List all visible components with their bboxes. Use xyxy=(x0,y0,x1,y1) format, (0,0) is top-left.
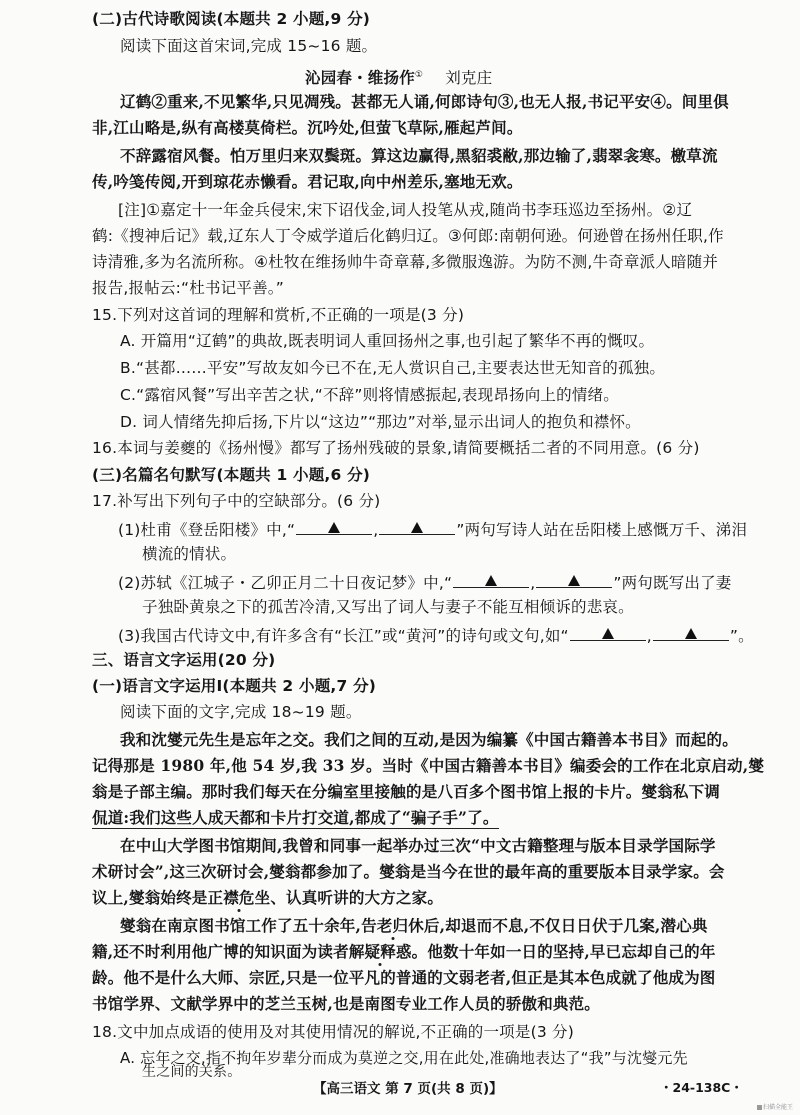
passage-line: 术研讨会”,这三次研讨会,燮翁都参加了。燮翁是当今在世的最年高的重要版本目录学家。会 xyxy=(92,862,725,881)
passage-line xyxy=(120,916,708,936)
item-2-text: (2)苏轼《江城子・乙卯正月二十日夜记梦》中,“ xyxy=(118,574,453,592)
passage-text: 后,却退而不息,不仅日日伏于几案,潜心典 xyxy=(423,916,708,935)
passage-text: 。他数十年如一日的坚持,早已忘却自己的年 xyxy=(411,942,716,961)
poem-note: 报告,报帖云:“杜书记平善。” xyxy=(92,279,284,297)
triangle-marker-icon xyxy=(568,575,580,586)
scanner-watermark xyxy=(757,1102,793,1111)
item-3-text-tail: ”。 xyxy=(729,627,754,645)
question-18-option-a: A. 忘年之交,指不拘年岁辈分而成为莫逆之交,用在此处,准确地表达了“我”与沈燮元先 xyxy=(120,1049,688,1067)
answer-blank[interactable] xyxy=(296,518,372,535)
passage-line: 龄。他不是什么大师、宗匠,只是一位平凡的普通的文弱老者,但正是其本色成就了他成为图 xyxy=(92,968,716,987)
poem-line: 辽鹤②重来,不见繁华,只见凋残。甚都无人诵,何郎诗句③,也无人报,书记平安④。间里俱 xyxy=(120,92,729,111)
poem-title-note: ① xyxy=(414,70,424,80)
blank-separator: , xyxy=(373,521,379,539)
question-15-option-b: B.“甚都……平安”写故友如今已不在,无人赏识自己,主要表达世无知音的孤独。 xyxy=(120,359,666,377)
question-18-option-a-cont: 生之间的关系。 xyxy=(142,1064,242,1080)
answer-blank[interactable] xyxy=(570,624,646,641)
passage-line xyxy=(92,808,499,828)
question-16-stem: 16.本词与姜夔的《扬州慢》都写了扬州残破的景象,请简要概括二者的不同用意。(6 分) xyxy=(92,439,700,457)
blank-separator: , xyxy=(646,627,652,645)
passage-line xyxy=(92,888,443,908)
item-1-text: (1)杜甫《登岳阳楼》中,“ xyxy=(118,521,296,539)
language-instruction: 阅读下面的文字,完成 18~19 题。 xyxy=(120,703,362,721)
answer-blank[interactable] xyxy=(536,571,612,588)
passage-text: 、认真听讲的大方之家。 xyxy=(270,888,444,907)
passage-line: 翁是子部主编。那时我们每天在分编室里接触的是八百多个图书馆上报的卡片。燮翁私下调 xyxy=(92,782,721,801)
question-15-option-c: C.“露宿风餐”写出辛苦之状,“不辞”则将情感振起,表现昂扬向上的情绪。 xyxy=(120,386,619,404)
question-18-stem: 18.文中加点成语的使用及对其使用情况的解说,不正确的一项是(3 分) xyxy=(92,1023,574,1041)
underlined-sentence: 侃道:我们这些人成天都和卡片打交道,都成了“骗子手”了。 xyxy=(92,808,499,827)
item-2-text-tail: ”两句既写出了妻 xyxy=(613,574,732,592)
passage-line: 我和沈燮元先生是忘年之交。我们之间的互动,是因为编纂《中国古籍善本书目》而起的。 xyxy=(120,730,738,749)
section-subheading-language-1: (一)语言文字运用Ⅰ(本题共 2 小题,7 分) xyxy=(92,677,377,695)
section-heading-recitation: (三)名篇名句默写(本题共 1 小题,6 分) xyxy=(92,466,371,484)
passage-text: 燮翁在南京图书馆工作了五十余年, xyxy=(120,916,362,935)
question-15-stem: 15.下列对这首词的理解和赏析,不正确的一项是(3 分) xyxy=(92,306,465,324)
paper-code: ・24-138C・ xyxy=(660,1080,743,1095)
page-footer-label: 【高三语文 第 7 页(共 8 页)】 xyxy=(313,1081,503,1097)
blank-separator: , xyxy=(530,574,536,592)
question-17-item-3 xyxy=(118,624,754,646)
poem-line: 非,江山略是,纵有高楼莫倚栏。沉吟处,但萤飞草际,雁起芦间。 xyxy=(92,118,523,137)
triangle-marker-icon xyxy=(485,575,497,586)
triangle-marker-icon xyxy=(685,628,697,639)
section-heading-poetry: (二)古代诗歌阅读(本题共 2 小题,9 分) xyxy=(92,10,371,28)
poem-title-line xyxy=(305,65,492,88)
scanner-logo-icon xyxy=(757,1105,762,1110)
item-1-text-tail: ”两句写诗人站在岳阳楼上感慨万千、涕泪 xyxy=(456,521,748,539)
dotted-idiom: 告老归休 xyxy=(361,916,424,935)
question-17-item-2 xyxy=(118,571,732,593)
answer-blank[interactable] xyxy=(379,518,455,535)
triangle-marker-icon xyxy=(602,628,614,639)
poem-note: 诗清雅,多为名流所称。④杜牧在维扬帅牛奇章幕,多微服逸游。为防不测,牛奇章派人暗随并 xyxy=(92,253,719,271)
passage-line: 在中山大学图书馆期间,我曾和同事一起举办过三次“中文古籍整理与版本目录学国际学 xyxy=(120,836,716,855)
poem-title: 沁园春・维扬作 xyxy=(305,69,415,88)
poem-line: 不辞露宿风餐。怕万里归来双鬓斑。算这边赢得,黑貂裘敝,那边输了,翡翠衾寒。檄草流 xyxy=(120,146,718,165)
question-17-item-1-cont: 横流的情状。 xyxy=(142,545,237,563)
dotted-idiom: 正襟危坐 xyxy=(207,888,271,907)
item-3-text: (3)我国古代诗文中,有许多含有“长江”或“黄河”的诗句或文句,如“ xyxy=(118,627,569,645)
passage-line: 记得那是 1980 年,他 54 岁,我 33 岁。当时《中国古籍善本书目》编委会的工作在北京启动,燮 xyxy=(92,756,765,775)
section-heading-language: 三、语言文字运用(20 分) xyxy=(92,651,276,669)
poem-line: 传,吟笺传阅,开到琼花赤懒看。君记取,向中州差乐,塞地无欢。 xyxy=(92,172,523,191)
question-17-item-2-cont: 子独卧黄泉之下的孤苦冷清,又写出了词人与妻子不能互相倾诉的悲哀。 xyxy=(142,598,634,616)
question-15-option-a: A. 开篇用“辽鹤”的典故,既表明词人重回扬州之事,也引起了繁华不再的慨叹。 xyxy=(120,332,655,350)
question-15-option-d: D. 词人情绪先抑后扬,下片以“这边”“那边”对举,显示出词人的抱负和襟怀。 xyxy=(120,413,641,431)
question-17-item-1 xyxy=(118,518,747,540)
passage-text: 议上,燮翁始终是 xyxy=(92,888,208,907)
answer-blank[interactable] xyxy=(653,624,729,641)
dotted-idiom: 解疑释惑 xyxy=(348,942,412,961)
passage-line xyxy=(92,942,716,962)
poem-note: [注]①嘉定十一年金兵侵宋,宋下诏伐金,词人投笔从戎,随尚书李珏巡边至扬州。②辽 xyxy=(118,201,693,219)
poetry-instruction: 阅读下面这首宋词,完成 15~16 题。 xyxy=(120,37,378,55)
poem-author: 刘克庄 xyxy=(445,69,493,88)
poem-note: 鹤:《搜神后记》载,辽东人丁令威学道后化鹤归辽。③何郎:南朝何逊。何逊曾在扬州任职,作 xyxy=(92,227,724,245)
triangle-marker-icon xyxy=(411,522,423,533)
question-17-stem: 17.补写出下列句子中的空缺部分。(6 分) xyxy=(92,492,381,510)
watermark-text: 扫描全能王 xyxy=(763,1104,794,1111)
answer-blank[interactable] xyxy=(453,571,529,588)
passage-text: 籍,还不时利用他广博的知识面为读者 xyxy=(92,942,349,961)
triangle-marker-icon xyxy=(328,522,340,533)
passage-line: 书馆学界、文献学界中的芝兰玉树,也是南图专业工作人员的骄傲和典范。 xyxy=(92,994,600,1013)
